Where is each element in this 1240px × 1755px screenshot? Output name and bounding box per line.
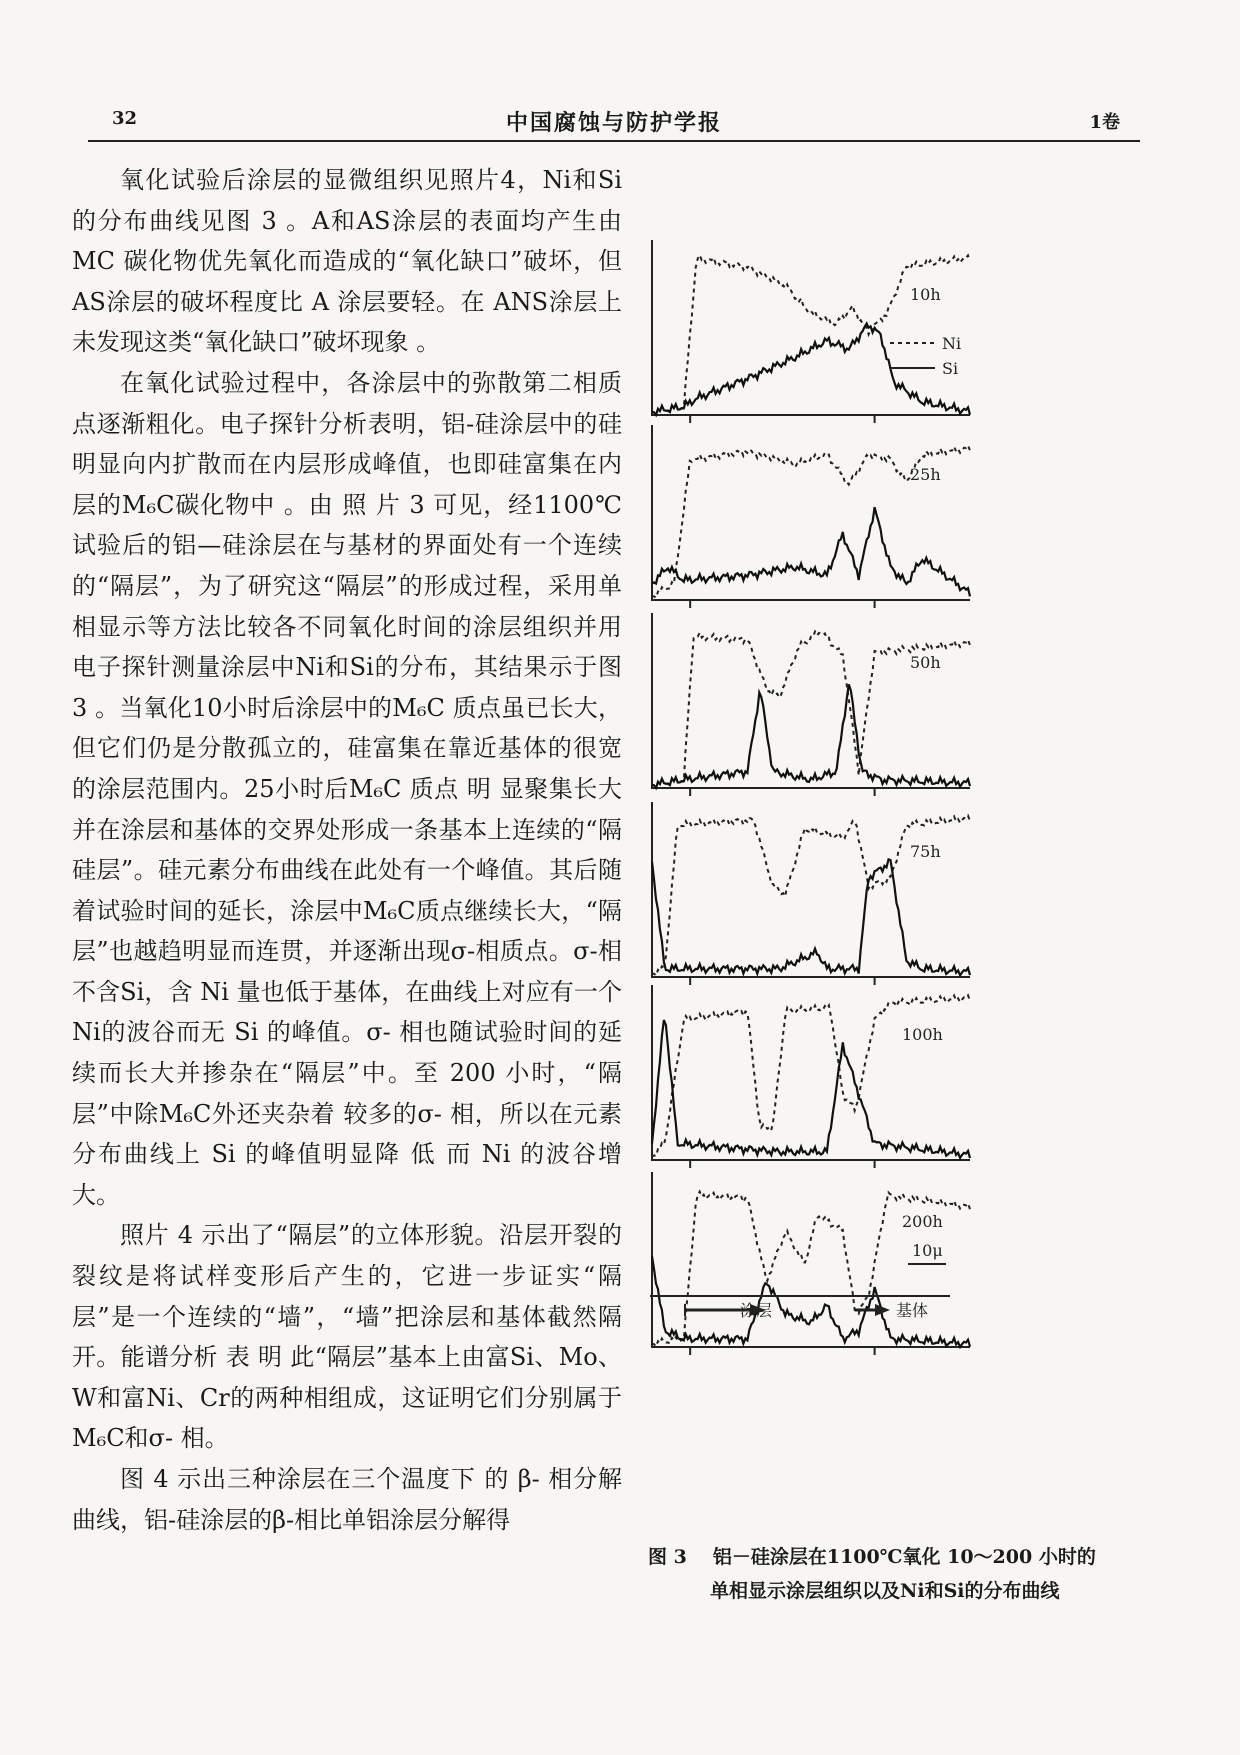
page-number: 32	[112, 108, 138, 129]
substrate-label: 基体	[896, 1301, 929, 1320]
profile-panel	[652, 985, 970, 1168]
panel-time-label: 50h	[910, 653, 941, 672]
caption-line-1: 铝－硅涂层在1100℃氧化 10～200 小时的	[712, 1546, 1096, 1568]
profile-panel	[652, 613, 970, 796]
legend-si: Si	[942, 359, 959, 378]
panel-time-label: 25h	[910, 465, 941, 484]
page-header	[88, 100, 1140, 140]
body-text	[72, 160, 622, 1540]
caption-line-2: 单相显示涂层组织以及Ni和Si的分布曲线	[710, 1580, 1060, 1602]
scale-bar	[908, 1241, 946, 1264]
panel-time-label: 100h	[902, 1025, 943, 1044]
si-curve	[652, 684, 970, 788]
header-rule	[88, 140, 1140, 142]
profile-panel	[652, 425, 970, 608]
paragraph-4: 图 4 示出三种涂层在三个温度下 的 β- 相分解曲线，铝-硅涂层的β-相比单铝涂层分解得	[72, 1465, 622, 1534]
paragraph-3: 照片 4 示出了“隔层”的立体形貌。沿层开裂的裂纹是将试样变形后产生的，它进一步证实“隔层”是一个连续的“墙”，“墙”把涂层和基体截然隔开。能谱分析 表 明 此“隔层”基本上由富Si、Mo、W和富Ni、Cr的两种相组成，这证明它们分别属于M₆C和σ- 相。	[72, 1221, 622, 1453]
panel-axes	[652, 985, 970, 1160]
paragraph-2: 在氧化试验过程中，各涂层中的弥散第二相质点逐渐粗化。电子探针分析表明，铝-硅涂层中的硅明显向内扩散而在内层形成峰值，也即硅富集在内层的M₆C碳化物中 。由 照 片 3 可见，经1100℃试验后的铝—硅涂层在与基材的界面处有一个连续的“隔层”，为了研究这“隔层”的形成过程，采用单相显示等方法比较各不同氧化时间的涂层组织并用电子探针测量涂层中Ni和Si的分布，其结果示于图 3 。当氧化10小时后涂层中的M₆C 质点虽已长大，但它们仍是分散孤立的，硅富集在靠近基体的很宽的涂层范围内。25小时后M₆C 质点 明 显聚集长大并在涂层和基体的交界处形成一条基本上连续的“隔硅层”。硅元素分布曲线在此处有一个峰值。其后随着试验时间的延长，涂层中M₆C质点继续长大，“隔层”也越趋明显而连贯，并逐渐出现σ-相质点。σ-相不含Si，含 Ni 量也低于基体，在曲线上对应有一个 Ni的波谷而无 Si 的峰值。σ- 相也随试验时间的延续而长大并掺杂在“隔层”中。至 200 小时，“隔层”中除M₆C外还夹杂着 较多的σ- 相，所以在元素分布曲线上 Si 的峰值明显降 低 而 Ni 的波谷增大。	[72, 368, 622, 1209]
panel-time-label: 10h	[910, 285, 941, 304]
figure-caption	[648, 1540, 1148, 1608]
si-curve	[652, 859, 970, 975]
panel-time-label: 75h	[910, 842, 941, 861]
si-curve	[652, 324, 970, 416]
profile-panel	[652, 802, 970, 985]
legend-ni: Ni	[942, 334, 962, 353]
paragraph-1: 氧化试验后涂层的显微组织见照片4，Ni和Si 的分布曲线见图 3 。A和AS涂层的表面均产生由 MC 碳化物优先氧化而造成的“氧化缺口”破坏，但AS涂层的破坏程度比 A 涂层要轻。在 ANS涂层上未发现这类“氧化缺口”破坏现象 。	[72, 166, 622, 357]
ni-curve	[652, 816, 970, 976]
profile-panel	[652, 240, 970, 423]
profile-plots	[650, 230, 1170, 1540]
panel-time-label: 200h	[902, 1212, 943, 1231]
ni-curve	[652, 995, 970, 1156]
scale-bar-label: 10μ	[912, 1241, 943, 1260]
journal-title: 中国腐蚀与防护学报	[505, 110, 722, 136]
coating-label: 涂层	[740, 1301, 773, 1320]
panel-axes	[652, 802, 970, 977]
si-curve	[652, 507, 970, 596]
caption-number: 图 3	[648, 1546, 687, 1568]
volume-label: 1卷	[1089, 112, 1120, 133]
legend	[890, 334, 961, 378]
figure-3	[650, 230, 1170, 1640]
